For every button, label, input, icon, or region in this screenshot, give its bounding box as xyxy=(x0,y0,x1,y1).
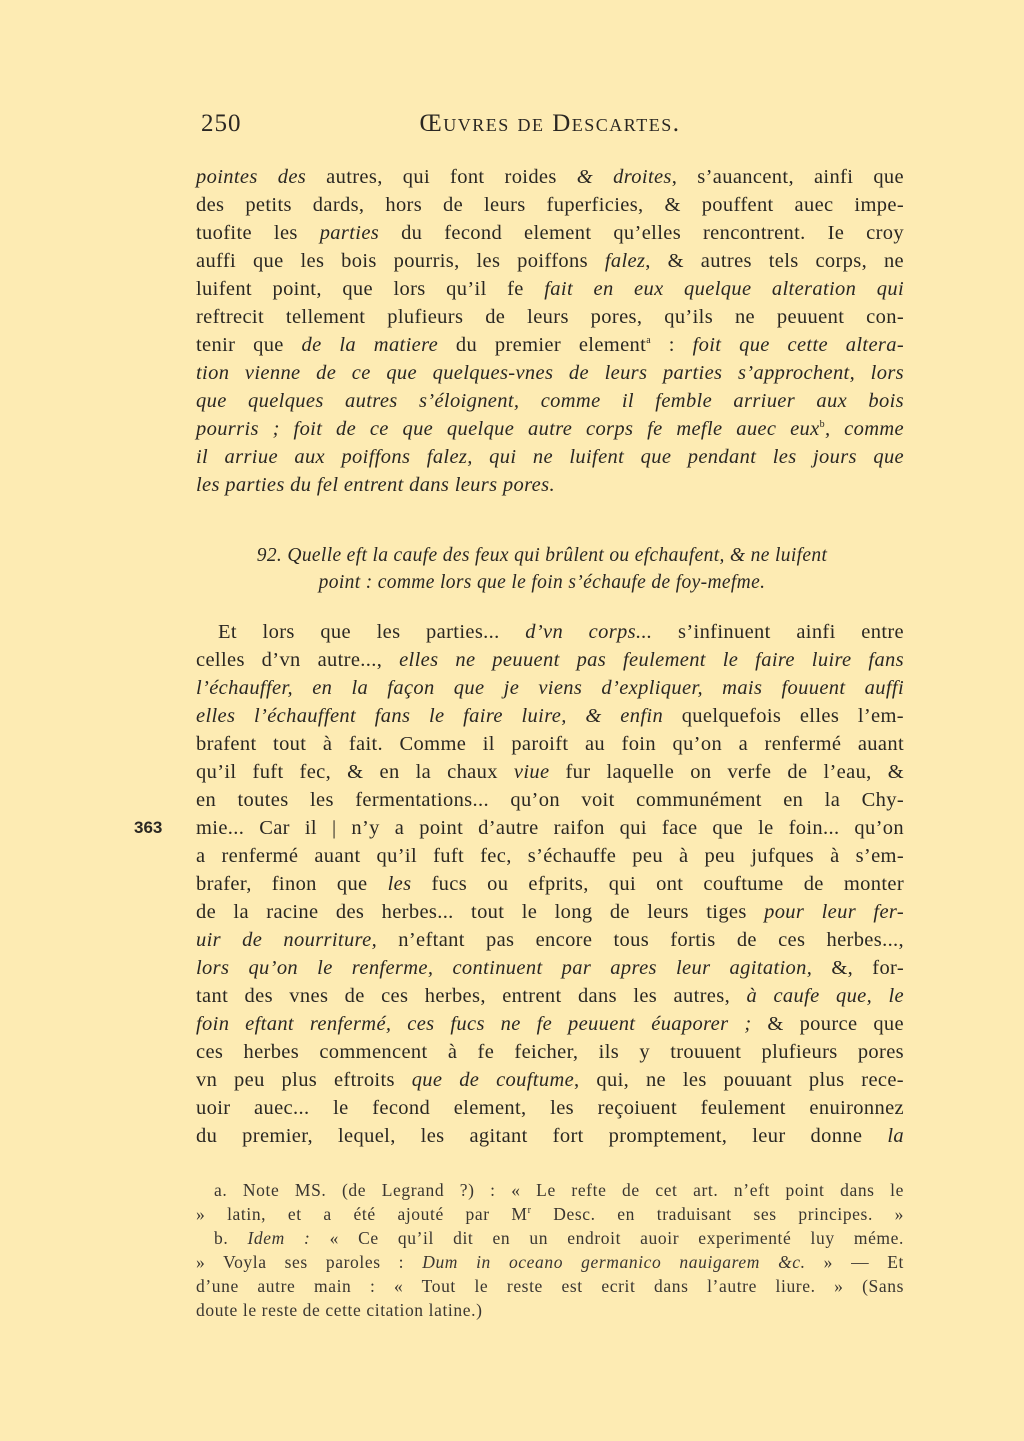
text-line: il arriue aux poiffons falez, qui ne luifent que pendant les jours que xyxy=(196,446,904,468)
text-line: mie... Car il | n’y a point d’autre raifon qui face que le foin... qu’on xyxy=(196,817,904,839)
text-line: foin eftant renfermé, ces fucs ne fe peuuent éuaporer ; & pource que xyxy=(196,1013,904,1035)
text-line: tant des vnes de ces herbes, entrent dans les autres, à caufe que, le xyxy=(196,985,904,1007)
footnote-ref-b: b xyxy=(819,419,825,431)
text-line: uoir auec... le fecond element, les reçoiuent feulement enuironnez xyxy=(196,1097,904,1119)
text-line: lors qu’on le renferme, continuent par apres leur agitation, &, for- xyxy=(196,957,904,979)
footnote-b-line: doute le reste de cette citation latine.) xyxy=(196,1300,483,1320)
text-line: Et lors que les parties... d’vn corps... s’infinuent ainfi entre xyxy=(218,621,904,643)
text-line: que quelques autres s’éloignent, comme il femble arriuer aux bois xyxy=(196,390,904,412)
text-line: en toutes les fermentations... qu’on voit communément en la Chy- xyxy=(196,789,904,811)
text-line: tenir que de la matiere du premier element$^a$ : foit que cette altera- xyxy=(196,334,905,356)
margin-page-reference: 363 xyxy=(134,818,163,837)
text-line: de la racine des herbes... tout le long de leurs tiges pour leur fer- xyxy=(196,901,904,923)
text-line: luifent point, que lors qu’il fe fait en eux quelque alteration qui xyxy=(196,278,904,300)
footnote-b-line: d’une autre main : « Tout le reste est ecrit dans l’autre liure. » (Sans xyxy=(196,1276,904,1296)
text-line: brafer, finon que les fucs ou efprits, qui ont couftume de monter xyxy=(196,873,904,895)
heading-line: 92. Quelle eft la caufe des feux qui brûlent ou efchaufent, & ne luifent xyxy=(256,545,828,566)
text-line: brafent tout à fait. Comme il paroift au foin qu’on a renfermé auant xyxy=(196,733,904,755)
text-line: reftrecit tellement plufieurs de leurs pores, qu’ils ne peuuent con- xyxy=(196,306,904,328)
text-line: uir de nourriture, n’eftant pas encore tous fortis de ces herbes..., xyxy=(196,929,904,951)
text-line: l’échauffer, en la façon que je viens d’expliquer, mais fouuent auffi xyxy=(196,677,904,699)
heading-line: point : comme lors que le foin s’échaufe de foy-mefme. xyxy=(318,572,766,593)
page-header xyxy=(196,110,904,146)
text-line: les parties du fel entrent dans leurs pores. xyxy=(196,474,555,496)
text-line: a renfermé auant qu’il fuft fec, s’échauffe peu à peu jufques à s’em- xyxy=(196,845,904,867)
footnote-a-line: a. Note MS. (de Legrand ?) : « Le refte de cet art. n’eft point dans le xyxy=(214,1180,904,1200)
text-line: vn peu plus eftroits que de couftume, qui, ne les pouuant plus rece- xyxy=(196,1069,904,1091)
footnote-ref-a: a xyxy=(646,335,651,347)
text-line: pointes des autres, qui font roides & droites, s’auancent, ainfi que xyxy=(196,166,904,188)
footnote-a-line: » latin, et a été ajouté par $M^r$ Desc. en traduisant ses principes. » xyxy=(196,1204,904,1224)
running-title: Œuvres de Descartes. xyxy=(419,110,681,137)
text-line: tuofite les parties du fecond element qu’elles rencontrent. Ie croy xyxy=(196,222,905,244)
text-line: qu’il fuft fec, & en la chaux viue fur laquelle on verfe de l’eau, & xyxy=(196,761,904,783)
text-line: ces herbes commencent à fe feicher, ils y trouuent plufieurs pores xyxy=(196,1041,904,1063)
text-line: celles d’vn autre..., elles ne peuuent pas feulement le faire luire fans xyxy=(196,649,904,671)
text-line: pourris ; foit de ce que quelque autre corps fe mefle auec eux$^b$, comme xyxy=(196,418,904,440)
footnote-b-line: b. Idem : « Ce qu’il dit en un endroit auoir experimenté luy méme. xyxy=(214,1228,904,1248)
text-line: tion vienne de ce que quelques-vnes de leurs parties s’approchent, lors xyxy=(196,362,904,384)
text-line: des petits dards, hors de leurs fuperficies, & pouffent auec impe- xyxy=(196,194,904,216)
footnote-b-line: » Voyla ses paroles : Dum in oceano germanico nauigarem &c. » — Et xyxy=(196,1252,904,1272)
page-number: 250 xyxy=(201,110,242,137)
text-line: auffi que les bois pourris, les poiffons falez, & autres tels corps, ne xyxy=(196,250,904,272)
text-line: du premier, lequel, les agitant fort promptement, leur donne la xyxy=(196,1125,904,1147)
text-line: elles l’échauffent fans le faire luire, & enfin quelquefois elles l’em- xyxy=(196,705,904,727)
